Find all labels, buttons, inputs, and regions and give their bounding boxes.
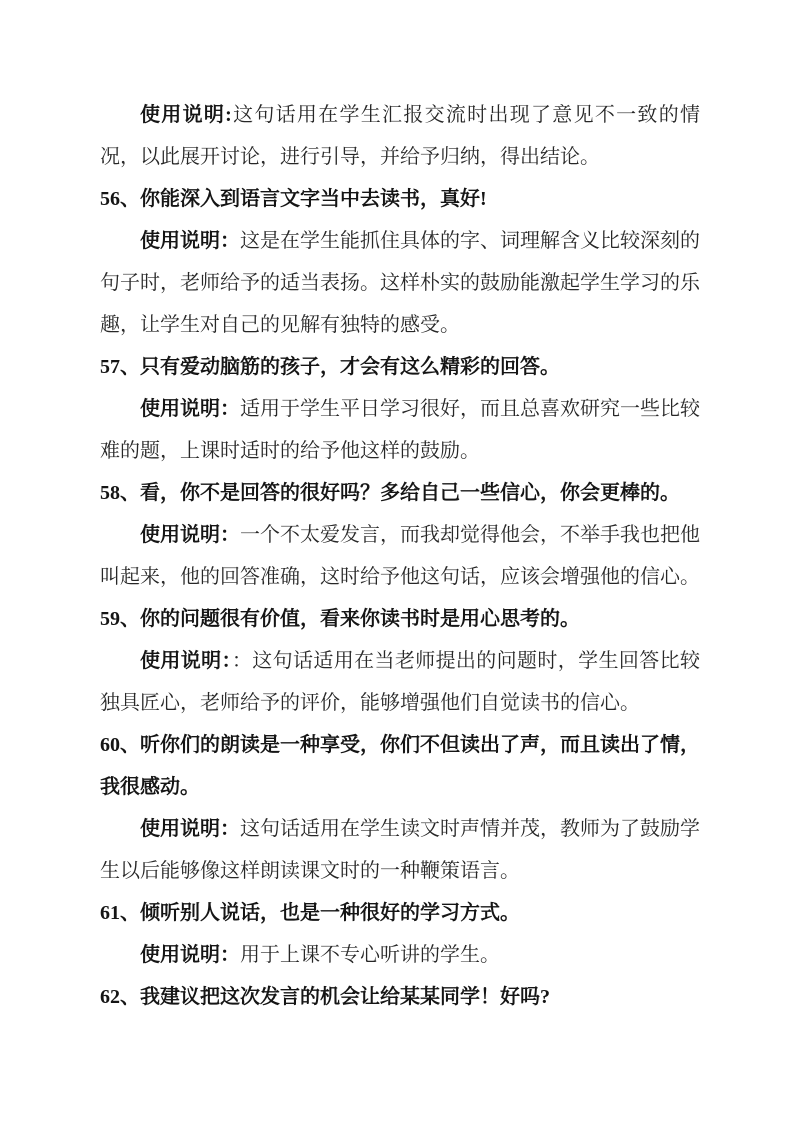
usage-note-paragraph	[100, 388, 700, 472]
phrase-heading	[100, 598, 700, 640]
usage-note-paragraph	[100, 220, 700, 346]
usage-note-label: 使用说明：	[140, 944, 240, 966]
phrase-heading-text: 56、你能深入到语言文字当中去读书，真好!	[100, 188, 487, 210]
phrase-heading-text: 62、我建议把这次发言的机会让给某某同学！好吗?	[100, 986, 550, 1008]
phrase-heading-text: 61、倾听别人说话，也是一种很好的学习方式。	[100, 902, 520, 924]
usage-note-text: 一个不太爱发言，而我却觉得他会，不举手我也把他叫起来，他的回答准确，这时给予他这句话，应该会增强他的信心。	[100, 524, 700, 588]
usage-note-paragraph	[100, 94, 700, 178]
usage-note-label: 使用说明：	[140, 230, 240, 252]
phrase-heading	[100, 892, 700, 934]
phrase-heading	[100, 976, 700, 1018]
document-content	[100, 94, 700, 1018]
usage-note-text: 这句话适用在学生读文时声情并茂，教师为了鼓励学生以后能够像这样朗读课文时的一种鞭策语言。	[100, 818, 700, 882]
usage-note-label: 使用说明：	[140, 650, 232, 672]
usage-note-paragraph	[100, 934, 700, 976]
phrase-heading	[100, 472, 700, 514]
usage-note-text: 适用于学生平日学习很好，而且总喜欢研究一些比较难的题，上课时适时的给予他这样的鼓励。	[100, 398, 700, 462]
usage-note-label: 使用说明：	[140, 524, 240, 546]
phrase-heading-text: 57、只有爱动脑筋的孩子，才会有这么精彩的回答。	[100, 356, 560, 378]
phrase-heading-text: 59、你的问题很有价值，看来你读书时是用心思考的。	[100, 608, 580, 630]
usage-note-paragraph	[100, 640, 700, 724]
phrase-heading	[100, 178, 700, 220]
usage-note-label: 使用说明：	[140, 398, 240, 420]
usage-note-label: 使用说明：	[140, 818, 240, 840]
usage-note-text: 这句话用在学生汇报交流时出现了意见不一致的情况，以此展开讨论，进行引导，并给予归纳，得出结论。	[100, 104, 700, 168]
usage-note-text: 这是在学生能抓住具体的字、词理解含义比较深刻的句子时，老师给予的适当表扬。这样朴实的鼓励能激起学生学习的乐趣，让学生对自己的见解有独特的感受。	[100, 230, 700, 336]
usage-note-label: 使用说明:	[140, 104, 232, 126]
usage-note-text: 用于上课不专心听讲的学生。	[240, 944, 500, 966]
usage-note-paragraph	[100, 514, 700, 598]
usage-note-paragraph	[100, 808, 700, 892]
usage-note-text: ：这句话适用在当老师提出的问题时，学生回答比较独具匠心，老师给予的评价，能够增强他们自觉读书的信心。	[100, 650, 701, 714]
phrase-heading	[100, 346, 700, 388]
phrase-heading-text: 58、看，你不是回答的很好吗？多给自己一些信心，你会更棒的。	[100, 482, 680, 504]
phrase-heading-text: 60、听你们的朗读是一种享受，你们不但读出了声，而且读出了情，我很感动。	[100, 734, 700, 798]
phrase-heading	[100, 724, 700, 808]
